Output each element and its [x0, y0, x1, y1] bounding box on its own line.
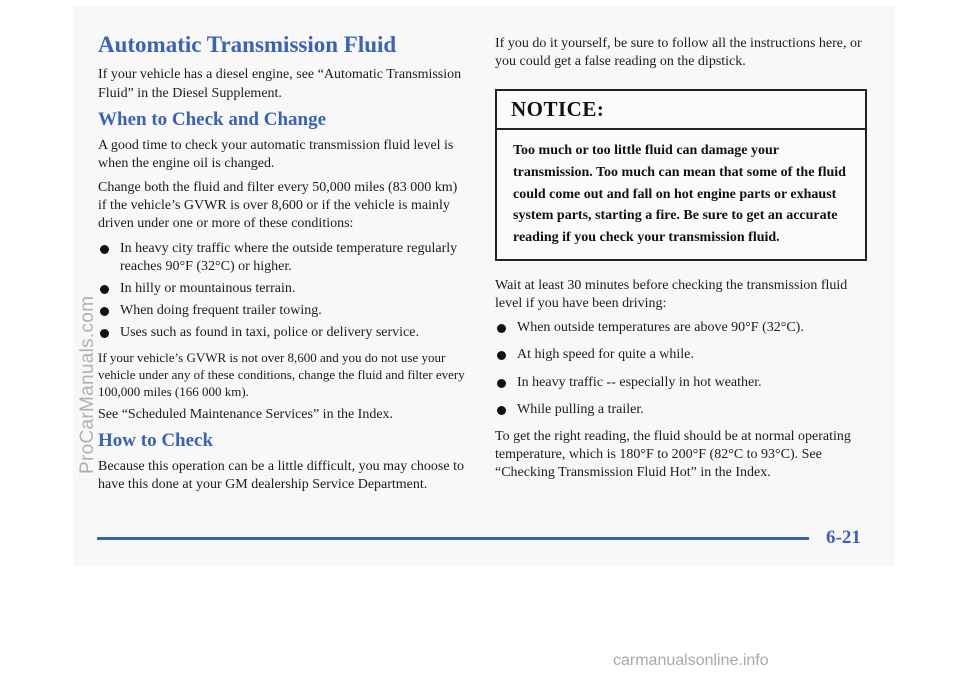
footer-rule	[97, 537, 809, 540]
wait-instruction-text: Wait at least 30 minutes before checking the transmission fluid level if you have been driving:	[495, 277, 848, 311]
bullet-icon	[100, 307, 109, 316]
bullet-icon	[100, 329, 109, 338]
right-column	[495, 35, 867, 489]
bullet-icon	[497, 406, 506, 415]
page-title: Automatic Transmission Fluid	[98, 32, 397, 57]
section-heading-when-to-check: When to Check and Change	[98, 108, 327, 130]
diy-intro-text: If you do it yourself, be sure to follow all the instructions here, or you could get a false reading on the dipstick.	[495, 36, 862, 70]
conditions-list	[98, 240, 468, 343]
list-item: In heavy traffic -- especially in hot weather.	[495, 374, 867, 392]
list-item: While pulling a trailer.	[495, 401, 867, 419]
page-number: 6-21	[826, 527, 861, 548]
bullet-icon	[497, 379, 506, 388]
notice-text: Too much or too little fluid can damage your transmission. Too much can mean that some of the fluid could come out and fall on hot engine parts or exhaust system parts, starting a fire. Be sure to get an accurate reading if you check your transmission fluid.	[513, 143, 846, 246]
list-item: At high speed for quite a while.	[495, 346, 867, 364]
list-item: When doing frequent trailer towing.	[98, 302, 468, 320]
bullet-icon	[497, 324, 506, 333]
list-item: In heavy city traffic where the outside temperature regularly reaches 90°F (32°C) or higher.	[98, 240, 468, 276]
bullet-icon	[100, 245, 109, 254]
bullet-icon	[100, 285, 109, 294]
bullet-icon	[497, 351, 506, 360]
check-timing-text: A good time to check your automatic transmission fluid level is when the engine oil is changed.	[98, 137, 454, 171]
dealer-advice-text: Because this operation can be a little difficult, you may choose to have this done at your GM dealership Service Department.	[98, 459, 464, 493]
list-item: When outside temperatures are above 90°F (32°C).	[495, 319, 867, 337]
normal-interval-text: If your vehicle’s GVWR is not over 8,600 and you do not use your vehicle under any of these conditions, change the fluid and filter every 100,000 miles (166 000 km).	[98, 349, 465, 399]
wait-conditions-list	[495, 319, 867, 419]
diesel-intro-text: If your vehicle has a diesel engine, see “Automatic Transmission Fluid” in the Diesel Supplement.	[98, 67, 462, 101]
list-item: Uses such as found in taxi, police or delivery service.	[98, 324, 468, 342]
maintenance-reference-text: See “Scheduled Maintenance Services” in the Index.	[98, 407, 394, 422]
site-watermark: carmanualsonline.info	[613, 652, 769, 669]
list-item: In hilly or mountainous terrain.	[98, 280, 468, 298]
section-heading-how-to-check: How to Check	[98, 430, 214, 452]
side-watermark: ProCarManuals.com	[77, 295, 98, 474]
notice-box	[495, 89, 867, 260]
notice-title: NOTICE:	[497, 91, 865, 130]
change-interval-text: Change both the fluid and filter every 50,000 miles (83 000 km) if the vehicle’s GVWR is over 8,600 or if the vehicle is mainly driven under one or more of these conditions:	[98, 180, 458, 232]
operating-temperature-text: To get the right reading, the fluid should be at normal operating temperature, which is 180°F to 200°F (82°C to 93°C). See “Checking Transmission Fluid Hot” in the Index.	[495, 428, 851, 481]
left-column	[98, 32, 468, 500]
